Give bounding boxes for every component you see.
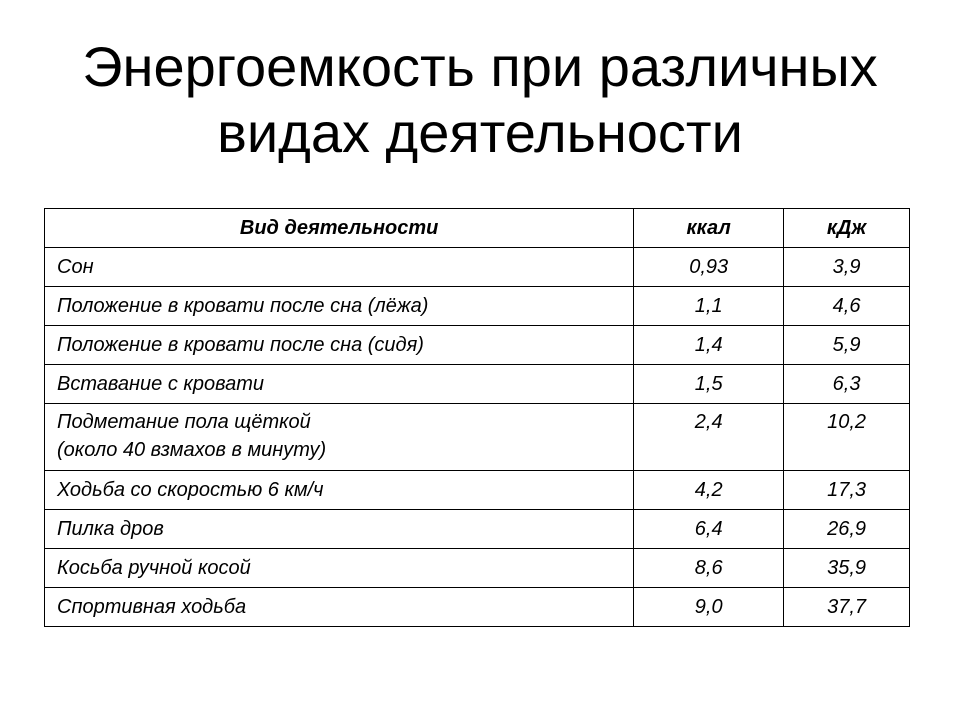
table-row — [45, 365, 910, 404]
energy-table — [44, 208, 910, 627]
activity-cell — [45, 404, 634, 471]
table-row — [45, 404, 910, 471]
table-row — [45, 549, 910, 588]
kj-cell: 26,9 — [784, 510, 910, 549]
activity-cell: Сон — [45, 248, 634, 287]
table-row — [45, 326, 910, 365]
kcal-cell: 0,93 — [634, 248, 784, 287]
page-title — [0, 34, 960, 166]
table-row — [45, 510, 910, 549]
activity-cell: Пилка дров — [45, 510, 634, 549]
kj-cell: 6,3 — [784, 365, 910, 404]
title-line-1: Энергоемкость при различных — [82, 35, 878, 98]
kcal-cell: 1,1 — [634, 287, 784, 326]
kj-cell: 37,7 — [784, 588, 910, 627]
activity-cell: Спортивная ходьба — [45, 588, 634, 627]
table-row — [45, 471, 910, 510]
activity-line-1: Подметание пола щёткой — [57, 411, 311, 433]
header-kj: кДж — [784, 209, 910, 248]
activity-cell: Положение в кровати после сна (лёжа) — [45, 287, 634, 326]
table-header-row — [45, 209, 910, 248]
kcal-cell: 2,4 — [634, 404, 784, 471]
activity-cell: Ходьба со скоростью 6 км/ч — [45, 471, 634, 510]
kcal-cell: 6,4 — [634, 510, 784, 549]
kcal-cell: 9,0 — [634, 588, 784, 627]
kj-cell: 3,9 — [784, 248, 910, 287]
kj-cell: 35,9 — [784, 549, 910, 588]
header-activity: Вид деятельности — [45, 209, 634, 248]
activity-cell: Положение в кровати после сна (сидя) — [45, 326, 634, 365]
kj-cell: 5,9 — [784, 326, 910, 365]
kj-cell: 17,3 — [784, 471, 910, 510]
activity-cell: Вставание с кровати — [45, 365, 634, 404]
activity-line-2: (около 40 взмахов в минуту) — [57, 439, 327, 461]
kj-cell: 10,2 — [784, 404, 910, 471]
kj-cell: 4,6 — [784, 287, 910, 326]
title-line-2: видах деятельности — [217, 101, 743, 164]
table-row — [45, 287, 910, 326]
kcal-cell: 1,5 — [634, 365, 784, 404]
table-row — [45, 248, 910, 287]
kcal-cell: 1,4 — [634, 326, 784, 365]
table-row — [45, 588, 910, 627]
kcal-cell: 8,6 — [634, 549, 784, 588]
activity-cell: Косьба ручной косой — [45, 549, 634, 588]
kcal-cell: 4,2 — [634, 471, 784, 510]
header-kcal: ккал — [634, 209, 784, 248]
